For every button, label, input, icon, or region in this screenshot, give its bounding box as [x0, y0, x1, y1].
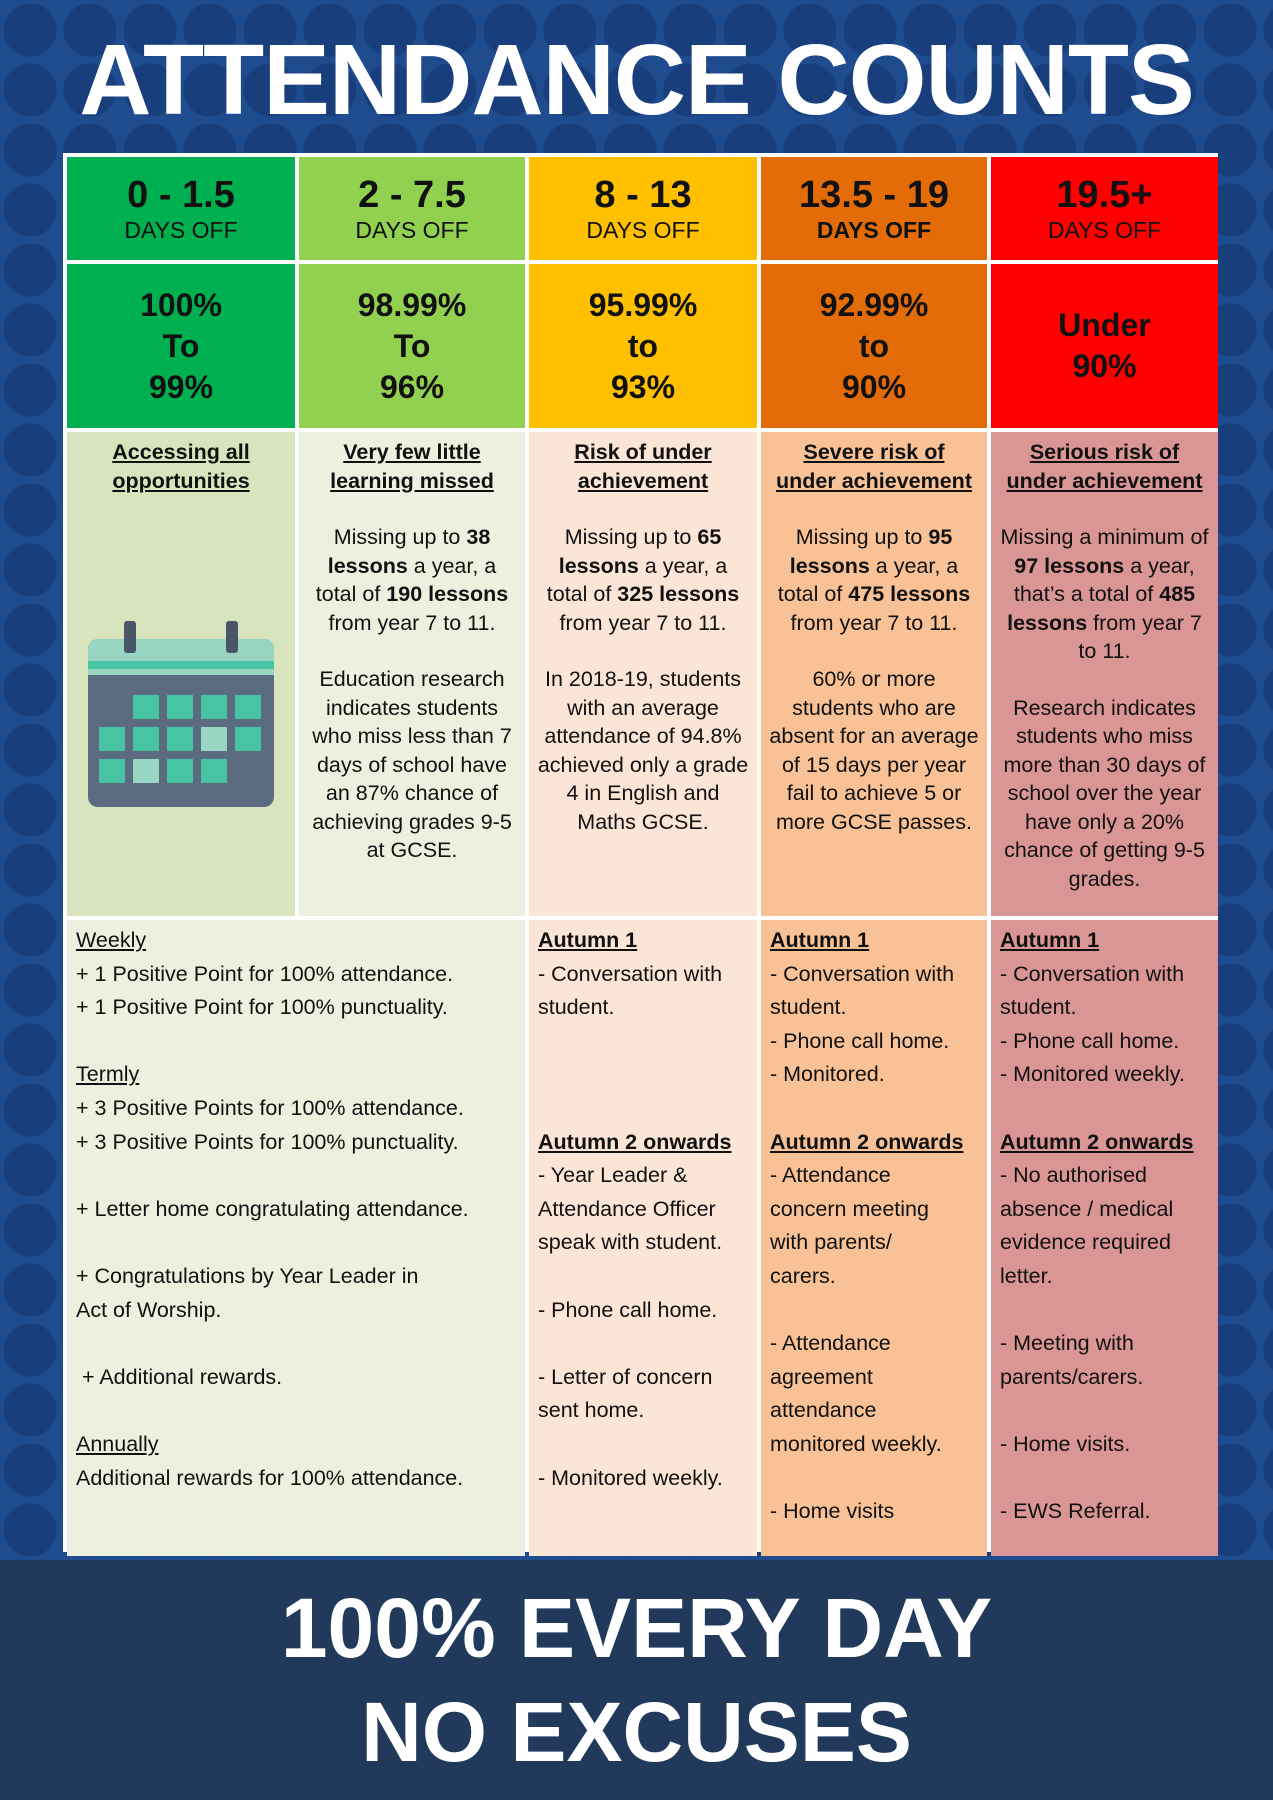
letter-home-reward: + Letter home congratulating attendance. [76, 1196, 469, 1221]
band-1-days-off: DAYS OFF [124, 216, 238, 243]
annually-label: Annually [76, 1431, 159, 1456]
band-5-description [991, 432, 1218, 916]
band-5-actions [991, 920, 1218, 1556]
band-1-heading-line: Accessing all [112, 440, 250, 464]
autumn-1-label: Autumn 1 [770, 928, 870, 952]
autumn-1-label: Autumn 1 [1000, 928, 1100, 952]
congratulations-reward: Act of Worship. [76, 1297, 222, 1322]
band-3-autumn-2-actions: - Year Leader & Attendance Officer speak with student. - Phone call home. - Letter of concern sent home. - Monitored weekly. [538, 1163, 723, 1490]
band-2-percentage [299, 264, 525, 428]
band-4-percentage [761, 264, 987, 428]
footer-banner [0, 1560, 1273, 1800]
band-3-pct-line: to [627, 327, 659, 364]
band-5-days-off: DAYS OFF [1047, 216, 1162, 243]
footer-line-2: NO EXCUSES [361, 1685, 912, 1779]
band-1-heading [75, 438, 287, 495]
poster-title: ATTENDANCE COUNTS [79, 24, 1194, 136]
band-1-pct-line: To [162, 327, 200, 364]
termly-reward: + 3 Positive Points for 100% punctuality. [76, 1129, 459, 1154]
band-4-heading-line: under achievement [776, 468, 972, 493]
band-3-percentage [529, 264, 757, 428]
band-3-actions [529, 920, 757, 1556]
band-5-heading-line: under achievement [1006, 468, 1203, 493]
band-2-pct-line: 96% [379, 368, 445, 405]
band-2-range: 2 - 7.5 [358, 173, 466, 216]
band-3-lessons-missed: Missing up to 65 lessons a year, a total of 325 lessons from year 7 to 11. [546, 525, 740, 635]
band-1-pct-line: 100% [140, 286, 222, 323]
band-3-research: In 2018-19, students with an average attendance of 94.8% achieved only a grade 4 in English and Maths GCSE. [537, 667, 749, 834]
band-3-heading-line: Risk of under [574, 440, 712, 464]
calendar-icon [87, 621, 275, 809]
band-4-autumn-2-actions: - Attendance concern meeting with parents/ carers. - Attendance agreement attendance monitored weekly. - Home visits [770, 1163, 942, 1524]
weekly-reward: + 1 Positive Point for 100% attendance. [76, 961, 454, 986]
autumn-1-label: Autumn 1 [538, 928, 638, 952]
additional-rewards: + Additional rewards. [76, 1364, 283, 1389]
band-3-heading-line: achievement [577, 468, 709, 493]
band-4-days-off: DAYS OFF [816, 216, 932, 243]
band-5-heading-line: Serious risk of [1029, 440, 1180, 464]
band-4-range: 13.5 - 19 [799, 173, 949, 216]
termly-label: Termly [76, 1062, 140, 1087]
band-3-autumn-1-actions: - Conversation with student. [538, 961, 723, 1020]
calendar-graphic [75, 495, 287, 895]
band-4-research: 60% or more students who are absent for an average of 15 days per year fail to achieve 5 or more GCSE passes. [769, 667, 979, 834]
band-3-pct-line: 93% [610, 368, 676, 405]
band-5-pct-line: 90% [1072, 348, 1137, 384]
annual-reward: Additional rewards for 100% attendance. [76, 1465, 464, 1490]
band-4-pct-line: to [858, 327, 890, 364]
band-4-heading [769, 438, 979, 495]
band-4-pct-line: 92.99% [819, 286, 929, 323]
footer-line-1: 100% EVERY DAY [280, 1581, 993, 1675]
band-1-heading-line: opportunities [112, 468, 250, 493]
band-5-heading [999, 438, 1210, 495]
band-3-heading [537, 438, 749, 495]
band-5-pct-line: Under [1058, 307, 1151, 343]
band-3-header [529, 157, 757, 260]
band-1-percentage [67, 264, 295, 428]
congratulations-reward: + Congratulations by Year Leader in [76, 1263, 419, 1288]
band-3-description [529, 432, 757, 916]
band-2-lessons-missed: Missing up to 38 lessons a year, a total of 190 lessons from year 7 to 11. [315, 525, 509, 635]
band-1-pct-line: 99% [148, 368, 214, 405]
band-2-days-off: DAYS OFF [355, 216, 469, 243]
weekly-label: Weekly [76, 928, 147, 952]
weekly-reward: + 1 Positive Point for 100% punctuality. [76, 995, 448, 1020]
band-3-days-off: DAYS OFF [586, 216, 700, 243]
band-1-range: 0 - 1.5 [127, 173, 235, 216]
autumn-2-label: Autumn 2 onwards [770, 1129, 964, 1154]
attendance-table [63, 153, 1218, 1552]
autumn-2-label: Autumn 2 onwards [1000, 1129, 1194, 1154]
band-2-heading-line: Very few little [343, 440, 481, 464]
band-4-description [761, 432, 987, 916]
band-5-header [991, 157, 1218, 260]
band-5-autumn-2-actions: - No authorised absence / medical evidence required letter. - Meeting with parents/carers. - Home visits. - EWS Referral. [1000, 1163, 1174, 1524]
band-4-heading-line: Severe risk of [803, 440, 945, 464]
band-2-description [299, 432, 525, 916]
band-1-description [67, 432, 295, 916]
band-5-lessons-missed: Missing a minimum of 97 lessons a year, that’s a total of 485 lessons from year 7 to 11. [1000, 525, 1209, 663]
band-3-range: 8 - 13 [594, 173, 692, 216]
band-2-header [299, 157, 525, 260]
band-4-autumn-1-actions: - Conversation with student. - Phone call home. - Monitored. [770, 961, 955, 1087]
band-2-heading [307, 438, 517, 495]
rewards-panel [67, 920, 525, 1556]
band-2-pct-line: 98.99% [357, 286, 467, 323]
band-2-research: Education research indicates students who miss less than 7 days of school have an 87% chance of achieving grades 9-5 at GCSE. [312, 667, 512, 862]
band-4-lessons-missed: Missing up to 95 lessons a year, a total of 475 lessons from year 7 to 11. [777, 525, 971, 635]
band-5-range: 19.5+ [1056, 173, 1153, 216]
band-5-research: Research indicates students who miss more than 30 days of school over the year have only a 20% chance of getting 9-5 grades. [1003, 695, 1206, 891]
band-1-header [67, 157, 295, 260]
band-5-autumn-1-actions: - Conversation with student. - Phone call home. - Monitored weekly. [1000, 961, 1185, 1087]
autumn-2-label: Autumn 2 onwards [538, 1129, 732, 1154]
band-3-pct-line: 95.99% [588, 286, 698, 323]
band-4-header [761, 157, 987, 260]
band-2-heading-line: learning missed [330, 468, 494, 493]
band-2-pct-line: To [393, 327, 431, 364]
termly-reward: + 3 Positive Points for 100% attendance. [76, 1095, 464, 1120]
band-5-percentage [991, 264, 1218, 428]
band-4-actions [761, 920, 987, 1556]
band-4-pct-line: 90% [841, 368, 907, 405]
